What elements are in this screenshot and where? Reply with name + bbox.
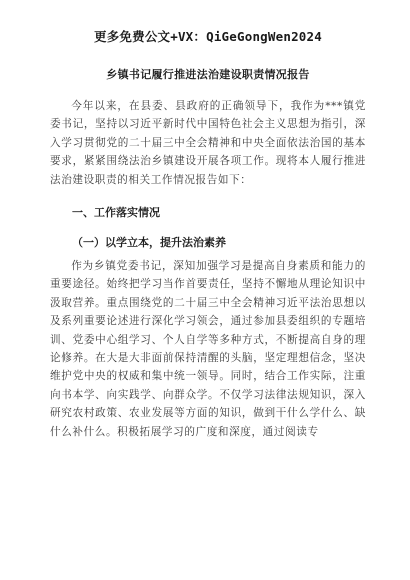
intro-paragraph: 今年以来，在县委、县政府的正确领导下，我作为***镇党委书记，坚持以习近平新时代中国特色社会主义思想为指引，深入学习贯彻党的二十届三中全会精神和中央全面依法治国的基本要求，紧紧围绕法治乡镇建设开展各项工作。现将本人履行推进法治建设职责的相关工作情况报告如下： [50,100,366,186]
watermark-header: 更多免费公文+VX：QiGeGongWen2024 [94,29,322,44]
body-paragraph: 作为乡镇党委书记，深知加强学习是提高自身素质和能力的重要途径。始终把学习当作首要责任，坚持不懈地从理论知识中汲取营养。重点围绕党的二十届三中全会精神习近平法治思想以及系列重要论述进行深化学习领会，通过参加县委组织的专题培训、党委中心组学习、个人自学等多种方式，不断提高自身的理论修养。在大是大非面前保持清醒的头脑，坚定理想信念，坚决维护党中央的权威和集中统一领导。同时，结合工作实际，注重向书本学、向实践学、向群众学。不仅学习法律法规知识，深入研究农村政策、农业发展等方面的知识，做到干什么学什么、缺什么补什么。积极拓展学习的广度和深度，通过阅读专 [50,260,366,438]
document-title: 乡镇书记履行推进法治建设职责情况报告 [106,68,310,81]
subsection-heading: （一）以学立本，提升法治素养 [72,236,226,250]
section-heading: 一、工作落实情况 [72,206,160,220]
